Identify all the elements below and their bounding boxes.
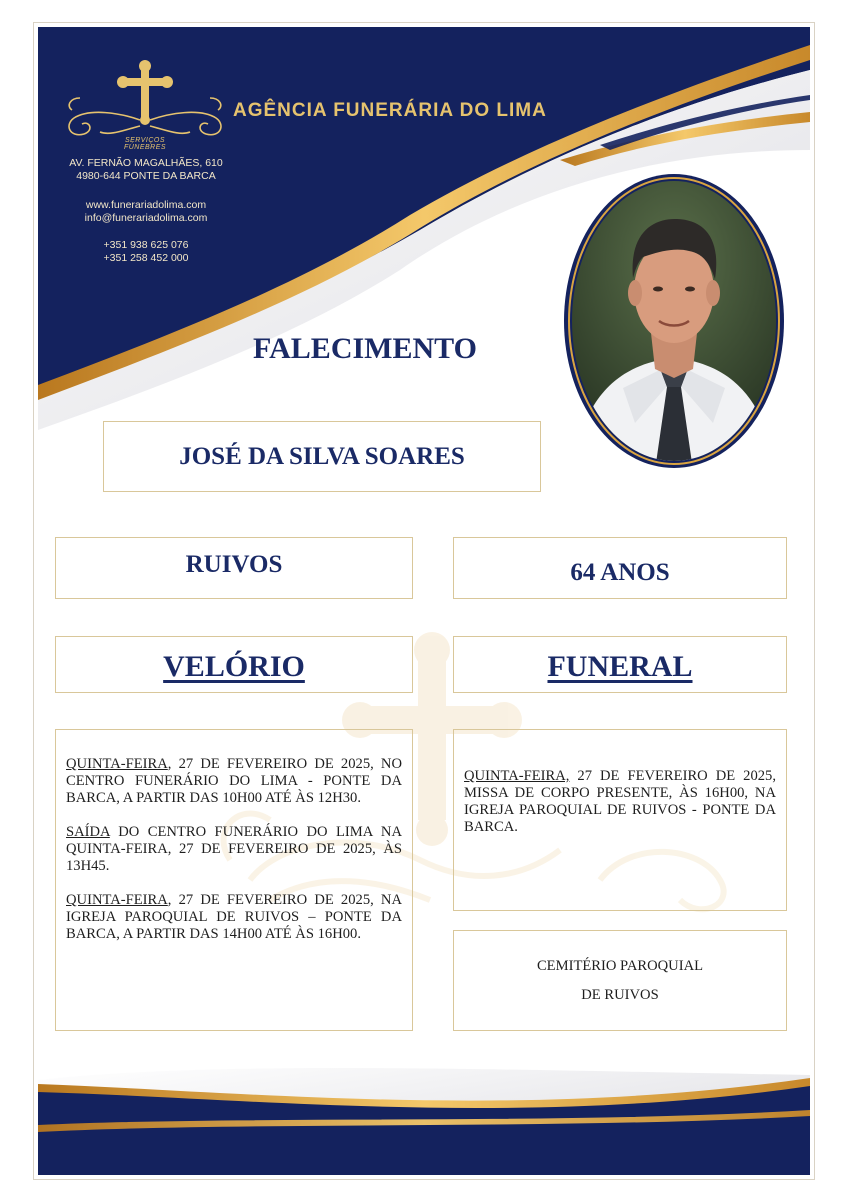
cemetery-line-2: DE RUIVOS: [581, 986, 659, 1003]
velorio-p3-text: , 27 DE FEVEREIRO DE 2025, NA IGREJA PAROQUIAL DE RUIVOS – PONTE DA BARCA, A PARTIR DAS 14H00 ATÉ ÀS 16H00.: [66, 892, 402, 942]
deceased-name-box: [103, 421, 541, 492]
velorio-p1-lead: QUINTA-FEIRA: [66, 756, 168, 772]
address-line-2: 4980-644 PONTE DA BARCA: [76, 170, 216, 182]
agency-phones: [60, 239, 232, 265]
deceased-name: JOSÉ DA SILVA SOARES: [179, 442, 465, 470]
velorio-paragraph-1: [66, 756, 402, 807]
velorio-p2-lead: SAÍDA: [66, 824, 110, 840]
age-box: [453, 537, 787, 599]
funeral-text: 27 DE FEVEREIRO DE 2025, MISSA DE CORPO PRESENTE, ÀS 16H00, NA IGREJA PAROQUIAL DE RUIVOS - PONTE DA BARCA.: [464, 768, 776, 835]
agency-phone-2: +351 258 452 000: [103, 252, 189, 264]
agency-website: www.funerariadolima.com: [85, 199, 207, 211]
cemetery-box: [453, 930, 787, 1031]
funeral-heading-box: [453, 636, 787, 693]
funeral-details: [453, 729, 787, 911]
portrait-icon: [563, 173, 785, 470]
agency-logo-cross-icon: [60, 58, 230, 148]
agency-email: info@funerariadolima.com: [84, 212, 208, 224]
funeral-paragraph: [464, 768, 776, 836]
agency-tagline: SERVIÇOS FÚNEBRES: [123, 137, 167, 151]
agency-name: AGÊNCIA FUNERÁRIA DO LIMA: [233, 100, 547, 121]
agency-address: [60, 157, 232, 183]
velorio-heading-box: [55, 636, 413, 693]
velorio-paragraph-2: [66, 824, 402, 875]
agency-online: [60, 199, 232, 225]
deceased-portrait: [563, 173, 785, 470]
notice-title: FALECIMENTO: [253, 332, 477, 365]
deceased-age: 64 ANOS: [570, 559, 670, 586]
velorio-paragraph-3: [66, 892, 402, 943]
velorio-p1-text: , 27 DE FEVEREIRO DE 2025, NO CENTRO FUNERÁRIO DO LIMA - PONTE DA BARCA, A PARTIR DAS 10H00 ATÉ ÀS 12H30.: [66, 756, 402, 806]
place-box: [55, 537, 413, 599]
funeral-lead: QUINTA-FEIRA,: [464, 768, 570, 784]
velorio-p3-lead: QUINTA-FEIRA: [66, 892, 168, 908]
velorio-p2-text: DO CENTRO FUNERÁRIO DO LIMA NA QUINTA-FEIRA, 27 DE FEVEREIRO DE 2025, ÀS 13H45.: [66, 824, 402, 874]
address-line-1: AV. FERNÃO MAGALHÃES, 610: [69, 157, 223, 169]
cemetery-line-1: CEMITÉRIO PAROQUIAL: [536, 957, 704, 974]
agency-phone-1: +351 938 625 076: [103, 239, 189, 251]
deceased-place: RUIVOS: [185, 551, 283, 578]
velorio-details: [55, 729, 413, 1031]
velorio-heading: VELÓRIO: [163, 649, 305, 683]
funeral-heading: FUNERAL: [547, 649, 693, 683]
